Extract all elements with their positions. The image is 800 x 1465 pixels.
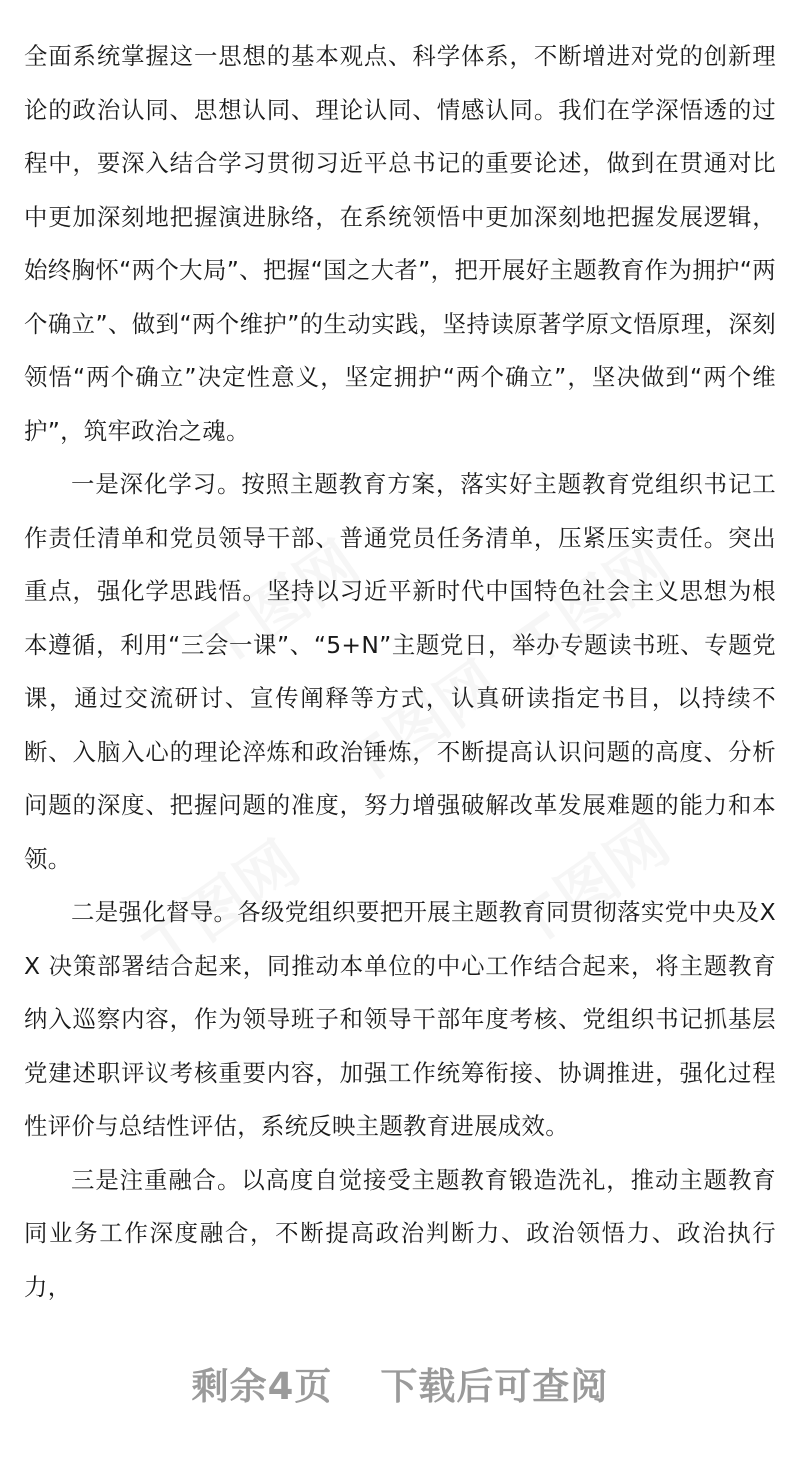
paragraph-3: 二是强化督导。各级党组织要把开展主题教育同贯彻落实党中央及XX 决策部署结合起来，同推动本单位的中心工作结合起来，将主题教育纳入巡察内容，作为领导班子和领导干部年度考核、党组织书记抓基层党建述职评议考核重要内容，加强工作统筹衔接、协调推进，强化过程性评价与总结性评估，系统反映主题教育进展成效。	[24, 898, 776, 1140]
paragraph-4: 三是注重融合。以高度自觉接受主题教育锻造洗礼，推动主题教育同业务工作深度融合，不断提高政治判断力、政治领悟力、政治执行力，	[24, 1165, 776, 1301]
remaining-pages-text: 剩余4页	[191, 1365, 333, 1408]
download-prompt[interactable]	[0, 1356, 800, 1410]
download-to-view-text: 下载后可查阅	[380, 1365, 609, 1408]
paragraph-2: 一是深化学习。按照主题教育方案，落实好主题教育党组织书记工作责任清单和党员领导干部、普通党员任务清单，压紧压实责任。突出重点，强化学思践悟。坚持以习近平新时代中国特色社会主义思想为根本遵循，利用“三会一课”、“5+N”主题党日，举办专题读书班、专题党课，通过交流研讨、宣传阐释等方式，认真研读指定书目，以持续不断、入脑入心的理论淬炼和政治锤炼，不断提高认识问题的高度、分析问题的深度、把握问题的准度，努力增强破解改革发展难题的能力和本领。	[24, 470, 776, 873]
document-page	[24, 30, 776, 1314]
paragraph-1: 全面系统掌握这一思想的基本观点、科学体系，不断增进对党的创新理论的政治认同、思想认同、理论认同、情感认同。我们在学深悟透的过程中，要深入结合学习贯彻习近平总书记的重要论述，做到在贯通对比中更加深刻地把握演进脉络，在系统领悟中更加深刻地把握发展逻辑，始终胸怀“两个大局”、把握“国之大者”，把开展好主题教育作为拥护“两个确立”、做到“两个维护”的生动实践，坚持读原著学原文悟原理，深刻领悟“两个确立”决定性意义，坚定拥护“两个确立”，坚决做到“两个维护”，筑牢政治之魂。	[24, 42, 776, 445]
